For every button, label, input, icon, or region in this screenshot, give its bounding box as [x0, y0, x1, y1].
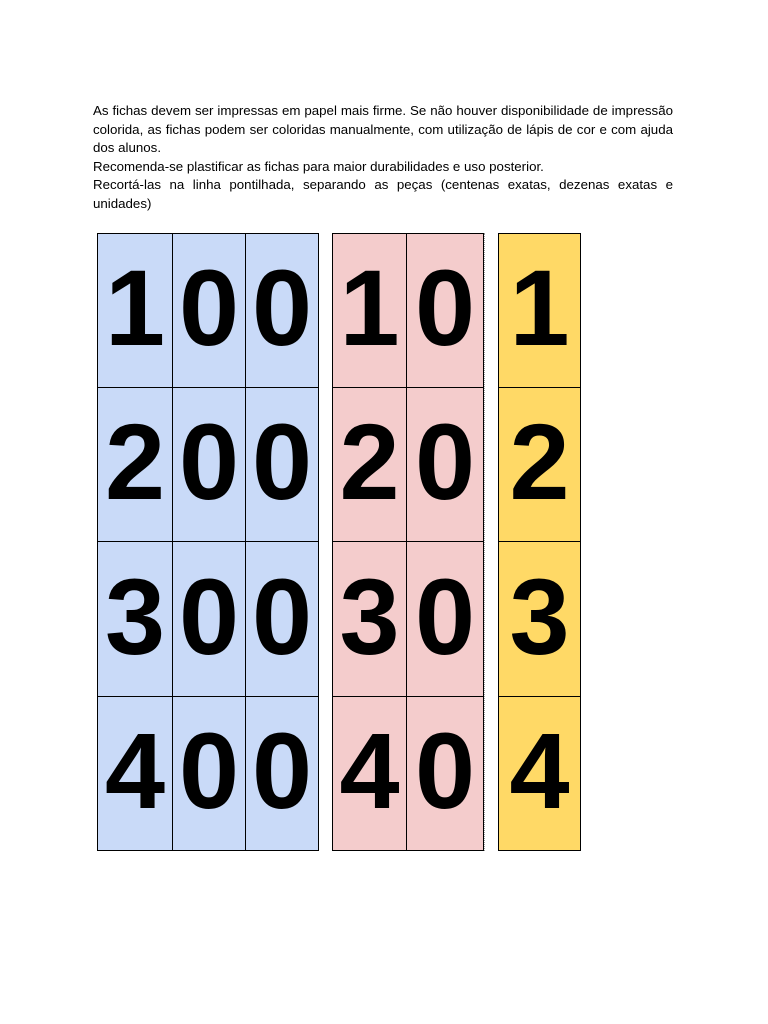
number-card-hundreds [172, 388, 245, 543]
number-card-tens [332, 233, 406, 388]
card-digit: 0 [251, 247, 313, 369]
card-digit: 0 [178, 555, 240, 677]
number-card-hundreds [97, 542, 172, 697]
number-card-hundreds [245, 697, 319, 852]
instructions-text [93, 102, 673, 214]
number-card-hundreds [97, 697, 172, 852]
card-digit: 0 [414, 247, 476, 369]
card-digit: 1 [509, 247, 570, 369]
number-card-tens [406, 542, 484, 697]
card-digit: 3 [339, 555, 400, 677]
number-card-hundreds [172, 233, 245, 388]
instructions-paragraph-print: As fichas devem ser impressas em papel mais firme. Se não houver disponibilidade de impressão colorida, as fichas podem ser coloridas manualmente, com utilização de lápis de cor e com ajuda dos alunos. [93, 103, 673, 156]
number-card-hundreds [245, 542, 319, 697]
number-card-tens [332, 697, 406, 852]
number-card-hundreds [97, 388, 172, 543]
card-digit: 1 [104, 247, 166, 369]
number-card-hundreds [172, 697, 245, 852]
instructions-paragraph-cut: Recortá-las na linha pontilhada, separando as peças (centenas exatas, dezenas exatas e unidades) [93, 177, 673, 211]
number-card-units [498, 388, 581, 543]
card-digit: 0 [251, 710, 313, 832]
card-digit: 0 [251, 401, 313, 523]
card-digit: 1 [339, 247, 400, 369]
card-digit: 0 [414, 555, 476, 677]
card-digit: 0 [414, 710, 476, 832]
card-digit: 0 [178, 710, 240, 832]
number-card-hundreds [172, 542, 245, 697]
card-digit: 4 [104, 710, 166, 832]
number-card-tens [332, 542, 406, 697]
card-digit: 3 [509, 555, 570, 677]
number-card-tens [406, 697, 484, 852]
number-card-hundreds [245, 388, 319, 543]
number-card-tens [406, 233, 484, 388]
card-digit: 2 [339, 401, 400, 523]
number-card-units [498, 697, 581, 852]
card-digit: 4 [339, 710, 400, 832]
instructions-paragraph-laminate: Recomenda-se plastificar as fichas para maior durabilidades e uso posterior. [93, 158, 544, 174]
card-digit: 2 [104, 401, 166, 523]
number-card-hundreds [97, 233, 172, 388]
card-digit: 4 [509, 710, 570, 832]
number-card-tens [332, 388, 406, 543]
number-cards-sheet [97, 233, 581, 851]
card-digit: 0 [178, 401, 240, 523]
number-card-tens [406, 388, 484, 543]
card-digit: 3 [104, 555, 166, 677]
card-digit: 0 [414, 401, 476, 523]
card-digit: 0 [178, 247, 240, 369]
number-card-hundreds [245, 233, 319, 388]
number-card-units [498, 542, 581, 697]
card-digit: 0 [251, 555, 313, 677]
number-card-units [498, 233, 581, 388]
dotted-cut-line [484, 233, 485, 851]
card-digit: 2 [509, 401, 570, 523]
